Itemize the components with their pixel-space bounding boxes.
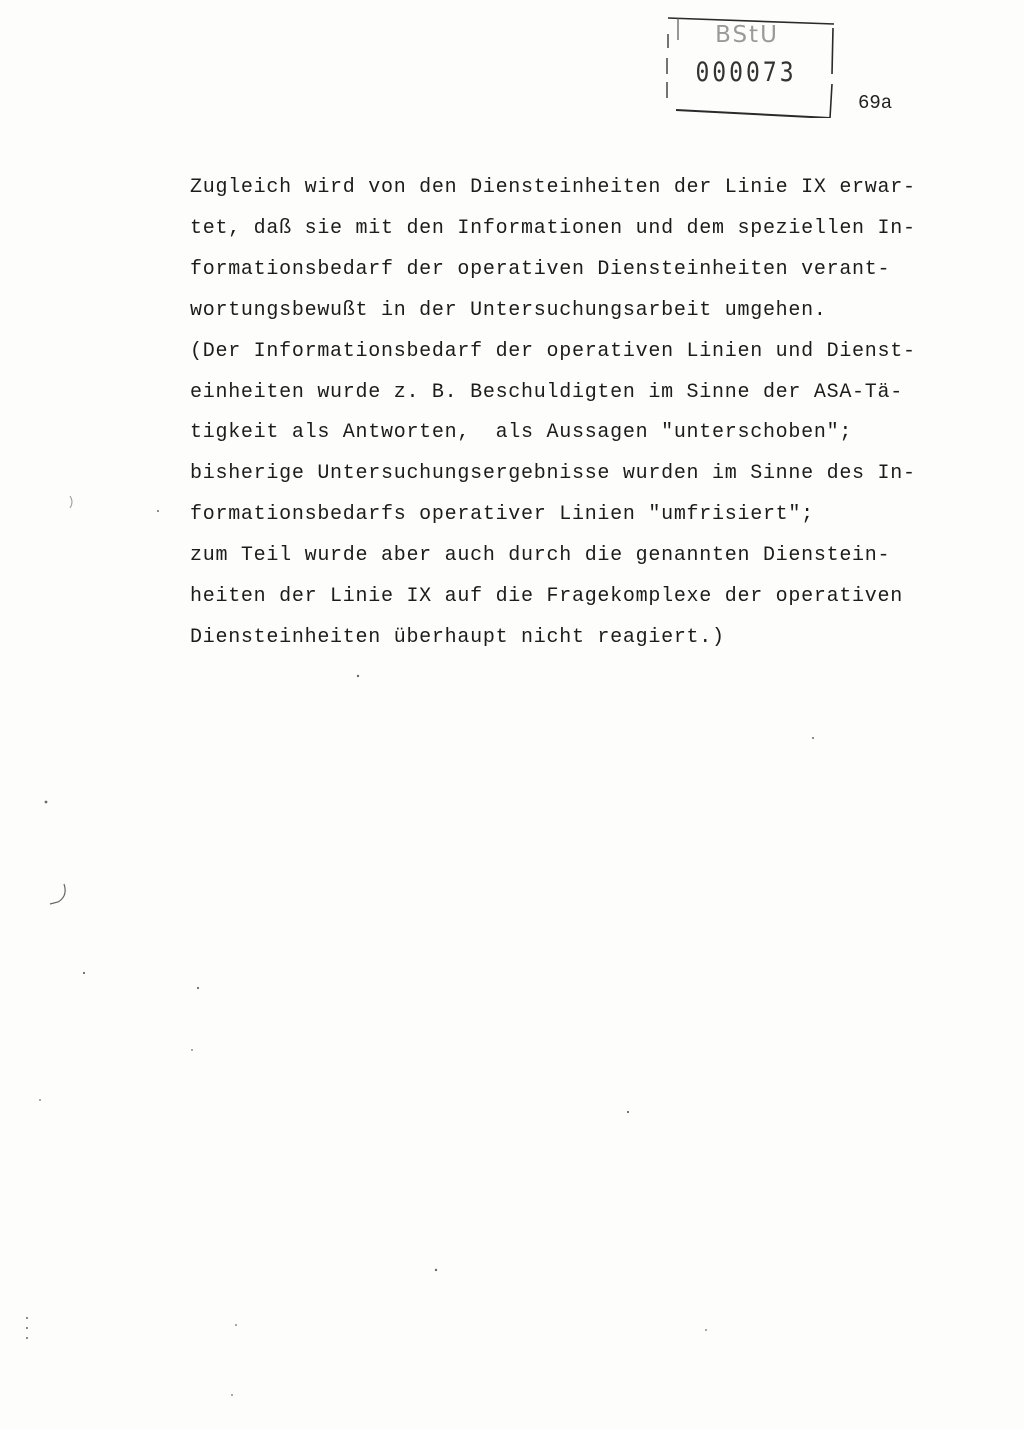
text-line: Diensteinheiten überhaupt nicht reagiert.) — [190, 625, 725, 649]
body-paragraph — [190, 168, 950, 659]
text-line: tet, daß sie mit den Informationen und dem speziellen In- — [190, 216, 916, 240]
text-line: heiten der Linie IX auf die Fragekomplexe der operativen — [190, 585, 903, 609]
stamp-number: 000073 — [695, 57, 797, 88]
page-number: 69a — [858, 92, 893, 114]
text-line: formationsbedarfs operativer Linien "umfrisiert"; — [190, 503, 814, 527]
text-line: bisherige Untersuchungsergebnisse wurden im Sinne des In- — [190, 462, 916, 486]
text-line: wortungsbewußt in der Untersuchungsarbeit umgehen. — [190, 298, 827, 322]
text-line: zum Teil wurde aber auch durch die genannten Dienstein- — [190, 544, 891, 568]
text-line: einheiten wurde z. B. Beschuldigten im Sinne der ASA-Tä- — [190, 380, 903, 404]
archive-stamp — [664, 14, 834, 118]
text-line: Zugleich wird von den Diensteinheiten der Linie IX erwar- — [190, 176, 916, 199]
text-line: formationsbedarf der operativen Diensteinheiten verant- — [190, 257, 891, 281]
stamp-org: BStU — [715, 22, 779, 48]
text-line: (Der Informationsbedarf der operativen Linien und Dienst- — [190, 339, 916, 363]
text-line: tigkeit als Antworten, als Aussagen "unterschoben"; — [190, 421, 853, 445]
